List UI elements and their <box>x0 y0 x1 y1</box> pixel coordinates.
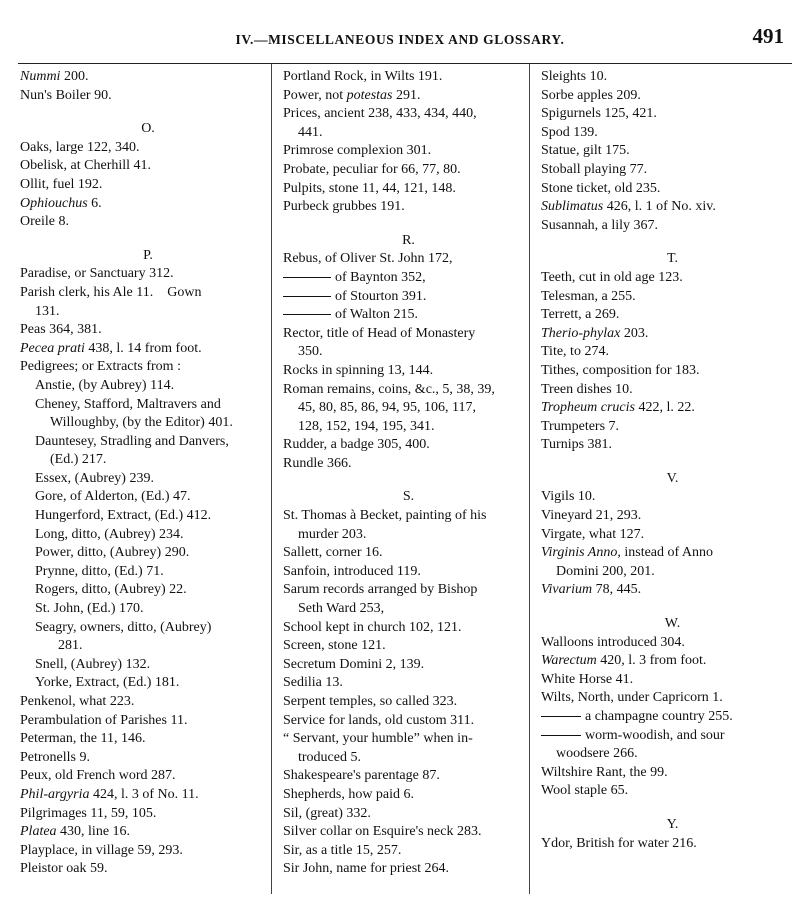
index-entry: Peterman, the 11, 146. <box>20 731 146 747</box>
index-column-1 <box>20 68 268 879</box>
index-entry: Terrett, a 269. <box>541 307 620 323</box>
ditto-dash <box>283 296 331 297</box>
index-entry: “ Servant, your humble” when in- <box>283 731 473 747</box>
index-subentry: Power, ditto, (Aubrey) 290. <box>35 545 190 561</box>
index-entry: Pedigrees; or Extracts from : <box>20 359 181 375</box>
index-entry: Shepherds, how paid 6. <box>283 786 415 802</box>
index-entry-continuation: 45, 80, 85, 86, 94, 95, 106, 117, <box>298 400 476 416</box>
index-entry: Power, not potestas 291. <box>283 87 421 103</box>
column-divider-2 <box>529 64 530 894</box>
index-subentry: Anstie, (by Aubrey) 114. <box>35 377 175 393</box>
index-entry: Sallett, corner 16. <box>283 545 383 561</box>
index-entry: Pleistor oak 59. <box>20 861 108 877</box>
index-entry: Roman remains, coins, &c., 5, 38, 39, <box>283 381 495 397</box>
index-entry: Stone ticket, old 235. <box>541 180 661 196</box>
index-entry-continuation: 350. <box>298 344 323 360</box>
index-entry-continuation: troduced 5. <box>298 749 361 765</box>
index-entry: Sir, as a title 15, 257. <box>283 842 402 858</box>
index-subentry: of Baynton 352, <box>283 269 526 288</box>
column-divider-1 <box>271 64 272 894</box>
index-subentry: Seagry, owners, ditto, (Aubrey) <box>35 619 212 635</box>
index-entry: Perambulation of Parishes 11. <box>20 712 188 728</box>
index-entry: Serpent temples, so called 323. <box>283 694 458 709</box>
index-entry: Nummi 200. <box>20 69 89 84</box>
index-entry: Pecea prati 438, l. 14 from foot. <box>20 340 202 356</box>
index-entry: Service for lands, old custom 311. <box>283 712 475 728</box>
index-entry: Oreile 8. <box>20 214 69 230</box>
section-letter-s: S. <box>402 489 415 505</box>
index-entry: Turnips 381. <box>541 437 613 453</box>
section-letter-y: Y. <box>666 816 679 832</box>
index-entry: Warectum 420, l. 3 from foot. <box>541 653 707 669</box>
index-entry: Rundle 366. <box>283 455 352 471</box>
index-subentry: of Walton 215. <box>283 306 526 325</box>
index-subentry: a champagne country 255. <box>541 708 796 727</box>
index-entry: Telesman, a 255. <box>541 288 636 304</box>
index-entry: Ophiouchus 6. <box>20 195 102 211</box>
index-subentry: worm-woodish, and sour <box>541 727 796 746</box>
index-entry: Tite, to 274. <box>541 344 609 360</box>
index-subentry: Cheney, Stafford, Maltravers and <box>35 396 221 412</box>
index-entry: Silver collar on Esquire's neck 283. <box>283 824 482 840</box>
index-subentry-continuation: (Ed.) 217. <box>50 452 107 468</box>
index-entry: Vineyard 21, 293. <box>541 508 642 524</box>
index-subentry: Rogers, ditto, (Aubrey) 22. <box>35 582 187 598</box>
index-entry: Virgate, what 127. <box>541 526 645 542</box>
index-entry: Shakespeare's parentage 87. <box>283 768 440 784</box>
index-entry: Wiltshire Rant, the 99. <box>541 764 668 780</box>
index-entry: Stoball playing 77. <box>541 161 648 177</box>
ditto-dash <box>283 277 331 278</box>
ditto-dash <box>283 314 331 315</box>
index-entry-continuation: Domini 200, 201. <box>556 563 655 579</box>
index-entry: Susannah, a lily 367. <box>541 217 659 233</box>
index-subentry: Yorke, Extract, (Ed.) 181. <box>35 675 180 691</box>
index-entry: Sleights 10. <box>541 69 608 84</box>
section-letter-p: P. <box>143 247 153 263</box>
index-entry: White Horse 41. <box>541 671 634 687</box>
index-entry: Trumpeters 7. <box>541 418 620 434</box>
index-entry: Paradise, or Sanctuary 312. <box>20 266 174 282</box>
index-entry-continuation: woodsere 266. <box>556 746 638 762</box>
index-entry: Probate, peculiar for 66, 77, 80. <box>283 161 461 177</box>
index-entry-continuation: 131. <box>35 303 60 319</box>
index-entry: Sir John, name for priest 264. <box>283 861 450 877</box>
section-letter-o: O. <box>141 121 155 137</box>
index-entry: St. Thomas à Becket, painting of his <box>283 508 487 524</box>
index-entry: Rocks in spinning 13, 144. <box>283 362 434 378</box>
index-entry: Secretum Domini 2, 139. <box>283 656 425 672</box>
index-subentry: Snell, (Aubrey) 132. <box>35 656 151 672</box>
index-entry-continuation: murder 203. <box>298 526 367 542</box>
index-entry: Vivarium 78, 445. <box>541 582 642 598</box>
index-entry: Petronells 9. <box>20 749 90 765</box>
section-letter-v: V. <box>666 470 679 486</box>
index-subentry: Dauntesey, Stradling and Danvers, <box>35 433 229 449</box>
index-subentry: Prynne, ditto, (Ed.) 71. <box>35 563 164 579</box>
index-entry: Purbeck grubbes 191. <box>283 199 405 215</box>
index-entry: Prices, ancient 238, 433, 434, 440, <box>283 106 477 122</box>
index-column-2 <box>283 68 526 879</box>
index-entry: Virginis Anno, instead of Anno <box>541 545 714 561</box>
index-entry: Screen, stone 121. <box>283 638 386 654</box>
index-subentry: Gore, of Alderton, (Ed.) 47. <box>35 489 191 505</box>
index-entry: Penkenol, what 223. <box>20 694 135 709</box>
index-entry: Obelisk, at Cherhill 41. <box>20 158 152 174</box>
index-entry: Phil-argyria 424, l. 3 of No. 11. <box>20 786 199 802</box>
header-rule <box>18 63 792 64</box>
index-entry: Ollit, fuel 192. <box>20 176 103 192</box>
index-entry: Nun's Boiler 90. <box>20 87 112 103</box>
index-entry: Rudder, a badge 305, 400. <box>283 437 430 453</box>
index-subentry: Essex, (Aubrey) 239. <box>35 470 154 486</box>
index-subentry-continuation: Willoughby, (by the Editor) 401. <box>50 415 233 431</box>
index-subentry: St. John, (Ed.) 170. <box>35 601 144 617</box>
index-entry: Tithes, composition for 183. <box>541 362 700 378</box>
index-entry: Wool staple 65. <box>541 783 629 799</box>
index-subentry: Hungerford, Extract, (Ed.) 412. <box>35 508 212 524</box>
index-entry: Teeth, cut in old age 123. <box>541 269 683 285</box>
index-entry-continuation: Seth Ward 253, <box>298 601 385 617</box>
index-subentry: of Stourton 391. <box>283 288 526 307</box>
ditto-dash <box>541 716 581 717</box>
index-subentry-continuation: 281. <box>58 638 83 654</box>
index-entry-continuation: 128, 152, 194, 195, 341. <box>298 418 435 434</box>
index-column-3 <box>541 68 796 853</box>
index-entry: Sublimatus 426, l. 1 of No. xiv. <box>541 199 716 215</box>
index-entry: Portland Rock, in Wilts 191. <box>283 69 443 84</box>
index-entry: Sorbe apples 209. <box>541 87 641 103</box>
index-entry: Platea 430, line 16. <box>20 824 131 840</box>
index-entry: Sarum records arranged by Bishop <box>283 582 478 598</box>
index-entry: Therio-phylax 203. <box>541 325 649 341</box>
index-entry: Pilgrimages 11, 59, 105. <box>20 805 157 821</box>
ditto-dash <box>541 735 581 736</box>
index-entry: Spod 139. <box>541 124 598 140</box>
index-entry: Sanfoin, introduced 119. <box>283 563 421 579</box>
index-entry: Statue, gilt 175. <box>541 143 630 159</box>
index-entry: Rector, title of Head of Monastery <box>283 325 476 341</box>
section-letter-t: T. <box>666 251 678 267</box>
index-entry: Wilts, North, under Capricorn 1. <box>541 690 723 706</box>
running-header <box>0 24 800 54</box>
index-entry: Tropheum crucis 422, l. 22. <box>541 400 695 416</box>
index-entry: Playplace, in village 59, 293. <box>20 842 183 858</box>
index-entry: Oaks, large 122, 340. <box>20 139 140 155</box>
index-entry-continuation: 441. <box>298 124 323 140</box>
index-entry: Peas 364, 381. <box>20 322 102 338</box>
index-entry: Primrose complexion 301. <box>283 143 432 159</box>
index-subentry: Long, ditto, (Aubrey) 234. <box>35 526 184 542</box>
header-title: IV.—MISCELLANEOUS INDEX AND GLOSSARY. <box>235 32 565 47</box>
index-entry: Sil, (great) 332. <box>283 805 371 821</box>
index-entry: School kept in church 102, 121. <box>283 619 462 635</box>
section-letter-w: W. <box>664 616 681 632</box>
index-entry: Pulpits, stone 11, 44, 121, 148. <box>283 180 456 196</box>
section-letter-r: R. <box>402 232 415 248</box>
index-entry: Rebus, of Oliver St. John 172, <box>283 251 453 267</box>
index-entry: Spigurnels 125, 421. <box>541 106 657 122</box>
index-entry: Parish clerk, his Ale 11. Gown <box>20 284 202 300</box>
index-entry: Vigils 10. <box>541 489 596 505</box>
index-entry: Walloons introduced 304. <box>541 634 685 650</box>
page-number: 491 <box>752 24 784 48</box>
index-entry: Peux, old French word 287. <box>20 768 176 784</box>
index-entry: Treen dishes 10. <box>541 381 633 397</box>
index-entry: Sedilia 13. <box>283 675 343 691</box>
index-entry: Ydor, British for water 216. <box>541 835 697 851</box>
